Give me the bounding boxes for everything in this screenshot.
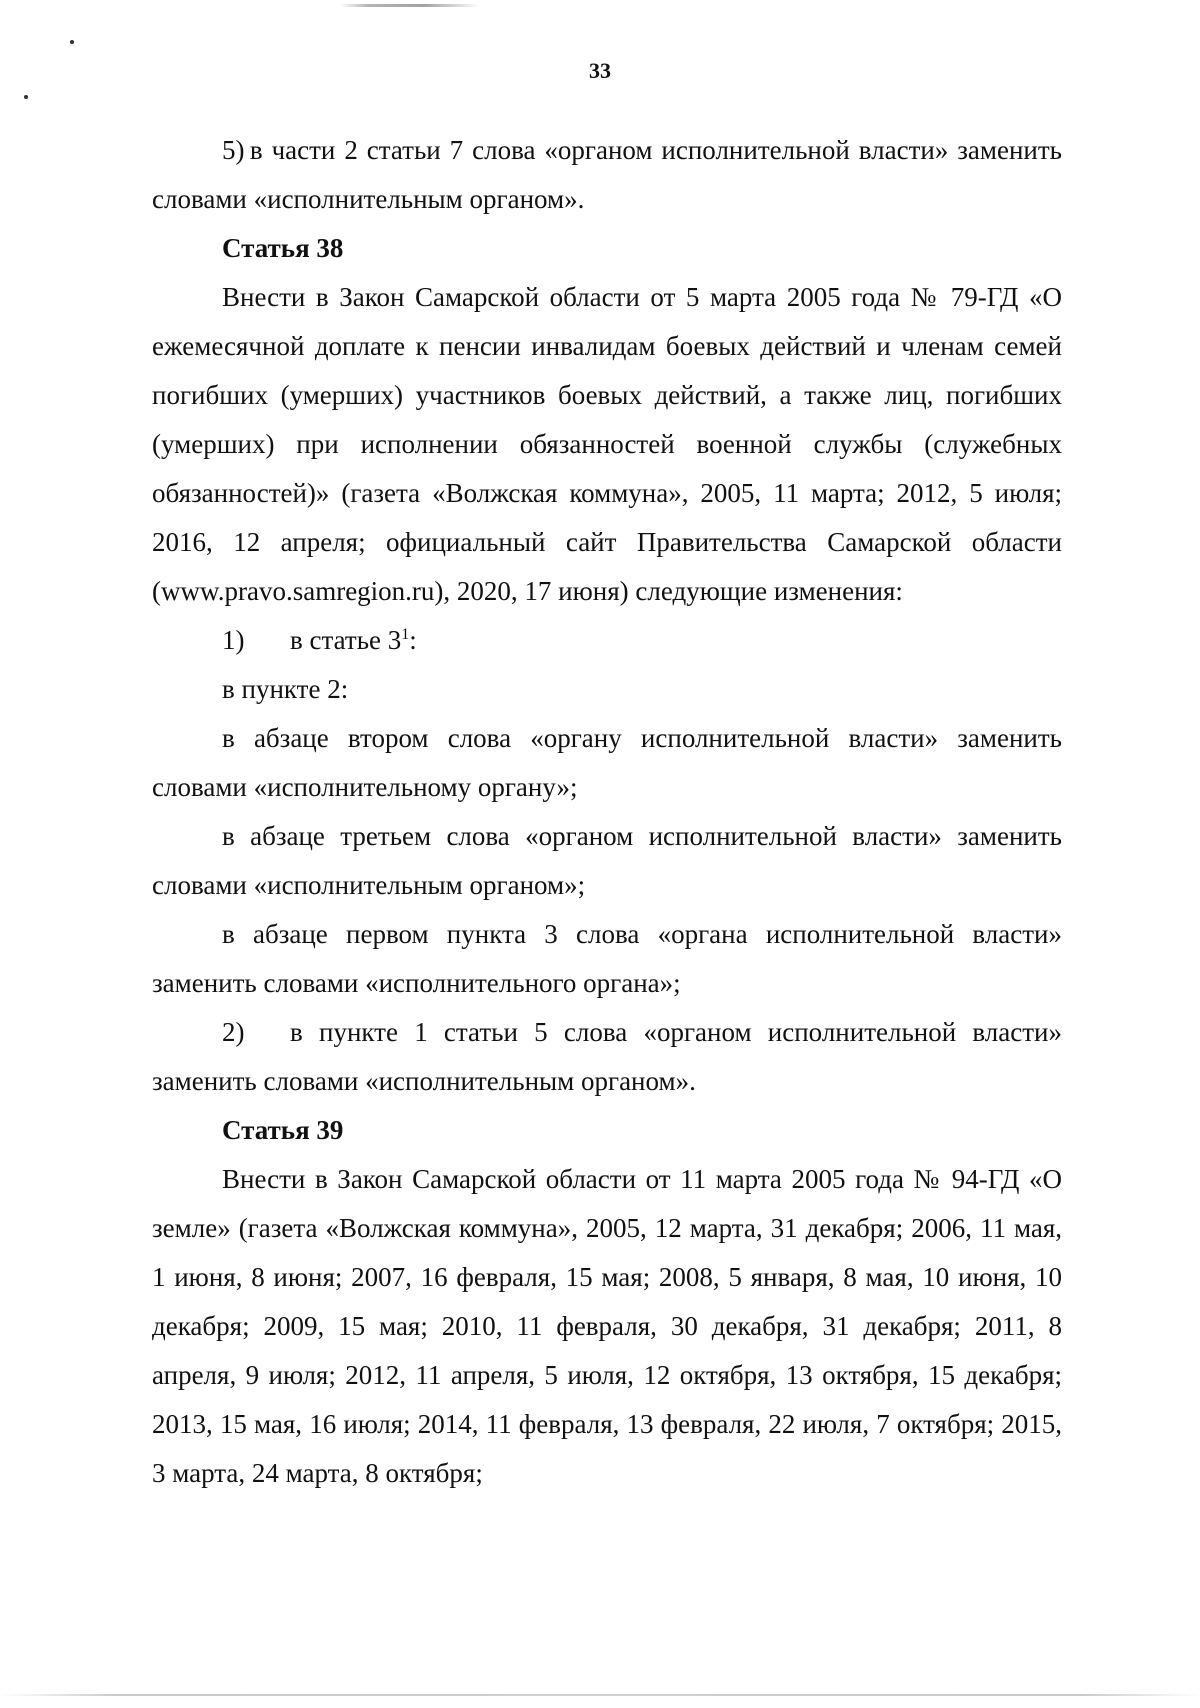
list-item-2-number: 2) bbox=[222, 1017, 245, 1047]
superscript-1: 1 bbox=[401, 626, 410, 643]
page-number: 33 bbox=[589, 58, 611, 83]
paragraph-second-abzac: в абзаце втором слова «органу исполнительной власти» заменить словами «исполнительному органу»; bbox=[152, 723, 1062, 802]
scan-artifact-bottom bbox=[0, 1694, 1200, 1696]
paragraph-point-2: в пункте 2: bbox=[222, 674, 349, 704]
paragraph-item-5: 5) в части 2 статьи 7 слова «органом исполнительной власти» заменить словами «исполнительным органом». bbox=[152, 135, 1062, 214]
scan-speck bbox=[70, 40, 74, 44]
list-item-1 bbox=[152, 616, 1062, 665]
paragraph-article-38-intro: Внести в Закон Самарской области от 5 марта 2005 года № 79-ГД «О ежемесячной доплате к пенсии инвалидам боевых действий и членам семей погибших (умерших) участников боевых действий, а также лиц, погибших (умерших) при исполнении обязанностей военной службы (служебных обязанностей)» (газета «Волжская коммуна», 2005, 11 марта; 2012, 5 июля; 2016, 12 апреля; официальный сайт Правительства Самарской области (www.pravo.samregion.ru), 2020, 17 июня) следующие изменения: bbox=[152, 282, 1062, 606]
list-item-2-text: в пункте 1 статьи 5 слова «органом исполнительной власти» заменить словами «исполнительным органом». bbox=[152, 1017, 1062, 1096]
list-item-2 bbox=[152, 1008, 1062, 1106]
scan-speck bbox=[24, 95, 28, 99]
list-item-1-text: в статье 3 bbox=[290, 625, 402, 655]
article-38-heading: Статья 38 bbox=[222, 233, 344, 263]
paragraph-third-abzac: в абзаце третьем слова «органом исполнительной власти» заменить словами «исполнительным органом»; bbox=[152, 821, 1062, 900]
paragraph-article-39-intro: Внести в Закон Самарской области от 11 марта 2005 года № 94-ГД «О земле» (газета «Волжская коммуна», 2005, 12 марта, 31 декабря; 2006, 11 мая, 1 июня, 8 июня; 2007, 16 февраля, 15 мая; 2008, 5 января, 8 мая, 10 июня, 10 декабря; 2009, 15 мая; 2010, 11 февраля, 30 декабря, 31 декабря; 2011, 8 апреля, 9 июля; 2012, 11 апреля, 5 июля, 12 октября, 13 октября, 15 декабря; 2013, 15 мая, 16 июля; 2014, 11 февраля, 13 февраля, 22 июля, 7 октября; 2015, 3 марта, 24 марта, 8 октября; bbox=[152, 1164, 1062, 1488]
paragraph-first-abzac-point-3: в абзаце первом пункта 3 слова «органа исполнительной власти» заменить словами «исполнительного органа»; bbox=[152, 919, 1062, 998]
list-item-1-number: 1) bbox=[222, 625, 245, 655]
document-body bbox=[152, 126, 1062, 1498]
scan-artifact-top bbox=[340, 4, 480, 7]
article-39-heading: Статья 39 bbox=[222, 1115, 344, 1145]
list-item-1-tail: : bbox=[409, 625, 417, 655]
